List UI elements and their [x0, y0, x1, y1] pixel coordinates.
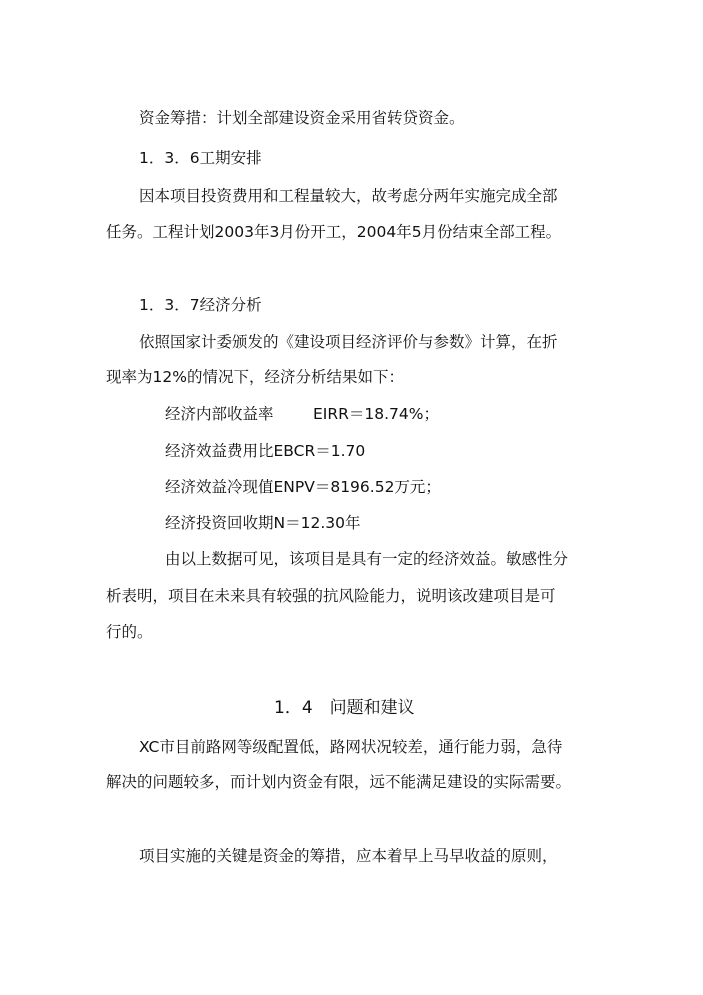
- schedule-paragraph-line-2: 任务。工程计划2003年3月份开工，2004年5月份结束全部工程。: [106, 223, 562, 241]
- conclusion-line-1: 由以上数据可见，该项目是具有一定的经济效益。敏感性分: [165, 550, 569, 568]
- schedule-paragraph-line-1: 因本项目投资费用和工程量较大，故考虑分两年实施完成全部: [139, 187, 558, 205]
- section-1-4-title: 1．4 问题和建议: [274, 698, 415, 718]
- funding-line: 资金筹措：计划全部建设资金采用省转贷资金。: [139, 109, 465, 127]
- section-1-3-7-title: 1．3．7经济分析: [139, 296, 262, 314]
- eirr-label: 经济内部收益率: [165, 405, 274, 423]
- conclusion-line-3: 行的。: [106, 623, 153, 641]
- ebcr-line: 经济效益费用比EBCR＝1.70: [165, 442, 366, 460]
- enpv-line: 经济效益冷现值ENPV＝8196.52万元；: [165, 478, 441, 496]
- economic-paragraph-line-2: 现率为12%的情况下，经济分析结果如下：: [106, 368, 404, 386]
- payback-line: 经济投资回收期N＝12.30年: [165, 514, 361, 532]
- key-line-1: 项目实施的关键是资金的筹措，应本着早上马早收益的原则，: [139, 847, 558, 865]
- eirr-value: EIRR＝18.74%；: [313, 405, 440, 423]
- section-1-3-6-title: 1．3．6工期安排: [139, 149, 262, 167]
- issues-line-2: 解决的问题较多，而计划内资金有限，远不能满足建设的实际需要。: [106, 773, 572, 791]
- issues-line-1: XC市目前路网等级配置低，路网状况较差，通行能力弱，急待: [139, 738, 563, 756]
- conclusion-line-2: 析表明，项目在未来具有较强的抗风险能力，说明该改建项目是可: [106, 587, 556, 605]
- economic-paragraph-line-1: 依照国家计委颁发的《建设项目经济评价与参数》计算，在折: [139, 333, 558, 351]
